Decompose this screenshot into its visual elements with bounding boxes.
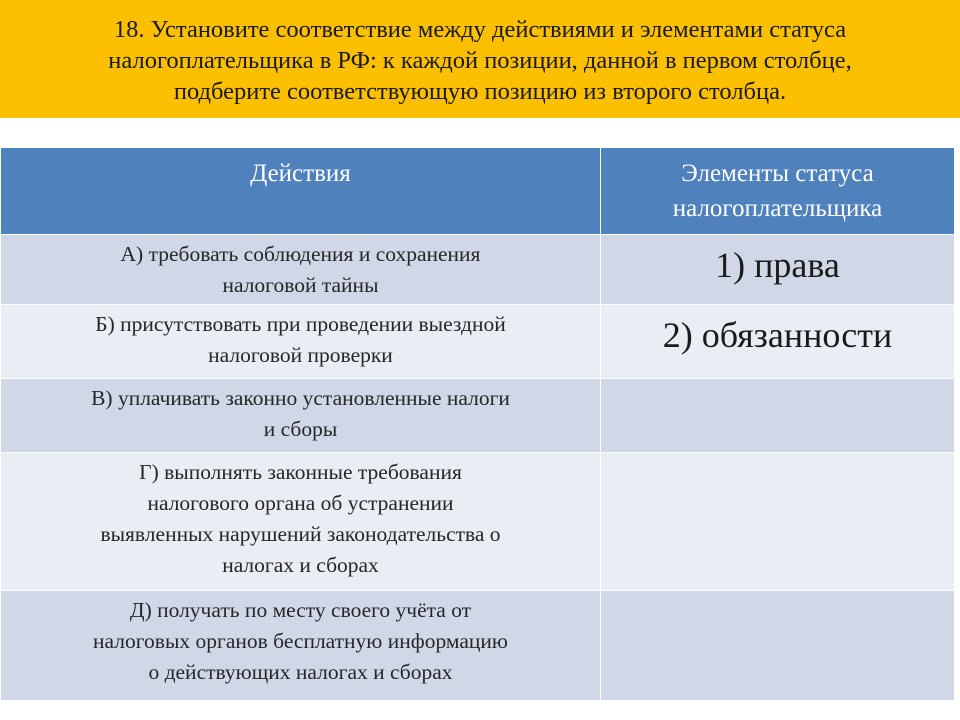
action-text: Б) присутствовать при проведении выездной	[95, 312, 506, 336]
action-text: Д) получать по месту своего учёта от	[129, 598, 472, 622]
table-row	[1, 235, 955, 305]
action-text: Г) выполнять законные требования	[139, 460, 462, 484]
action-text: налоговой тайны	[222, 273, 379, 297]
action-text: А) требовать соблюдения и сохранения	[120, 242, 481, 266]
question-line: налогоплательщика в РФ: к каждой позиции, данной в первом столбце,	[108, 47, 852, 74]
action-cell	[1, 235, 601, 305]
action-text: В) уплачивать законно установленные налоги	[91, 386, 510, 410]
action-text: налогового органа об устранении	[147, 491, 454, 515]
table-header-row	[1, 148, 955, 235]
element-cell: 1) права	[601, 235, 955, 305]
table-row	[1, 453, 955, 591]
question-line: 18. Установите соответствие между действиями и элементами статуса	[113, 16, 847, 43]
table-row	[1, 379, 955, 453]
action-text: о действующих налогах и сборах	[148, 660, 453, 684]
table-row	[1, 591, 955, 701]
action-cell	[1, 591, 601, 701]
action-text: налоговых органов бесплатную информацию	[93, 629, 508, 653]
action-text: и сборы	[263, 417, 338, 441]
question-banner	[0, 0, 960, 118]
action-text: налоговой проверки	[208, 343, 393, 367]
action-cell	[1, 453, 601, 591]
element-cell: 2) обязанности	[601, 305, 955, 379]
action-text: налогах и сборах	[222, 553, 379, 577]
actions-column-header	[1, 148, 601, 235]
elements-header-label: налогоплательщика	[672, 195, 883, 222]
table-row	[1, 305, 955, 379]
actions-header-label: Действия	[250, 160, 351, 187]
question-line: подберите соответствующую позицию из второго столбца.	[173, 78, 787, 105]
elements-header-label: Элементы статуса	[681, 160, 874, 187]
elements-column-header	[601, 148, 955, 235]
element-cell	[601, 379, 955, 453]
matching-table	[0, 147, 954, 701]
action-text: выявленных нарушений законодательства о	[100, 522, 501, 546]
action-cell	[1, 379, 601, 453]
element-cell	[601, 591, 955, 701]
element-cell	[601, 453, 955, 591]
action-cell	[1, 305, 601, 379]
